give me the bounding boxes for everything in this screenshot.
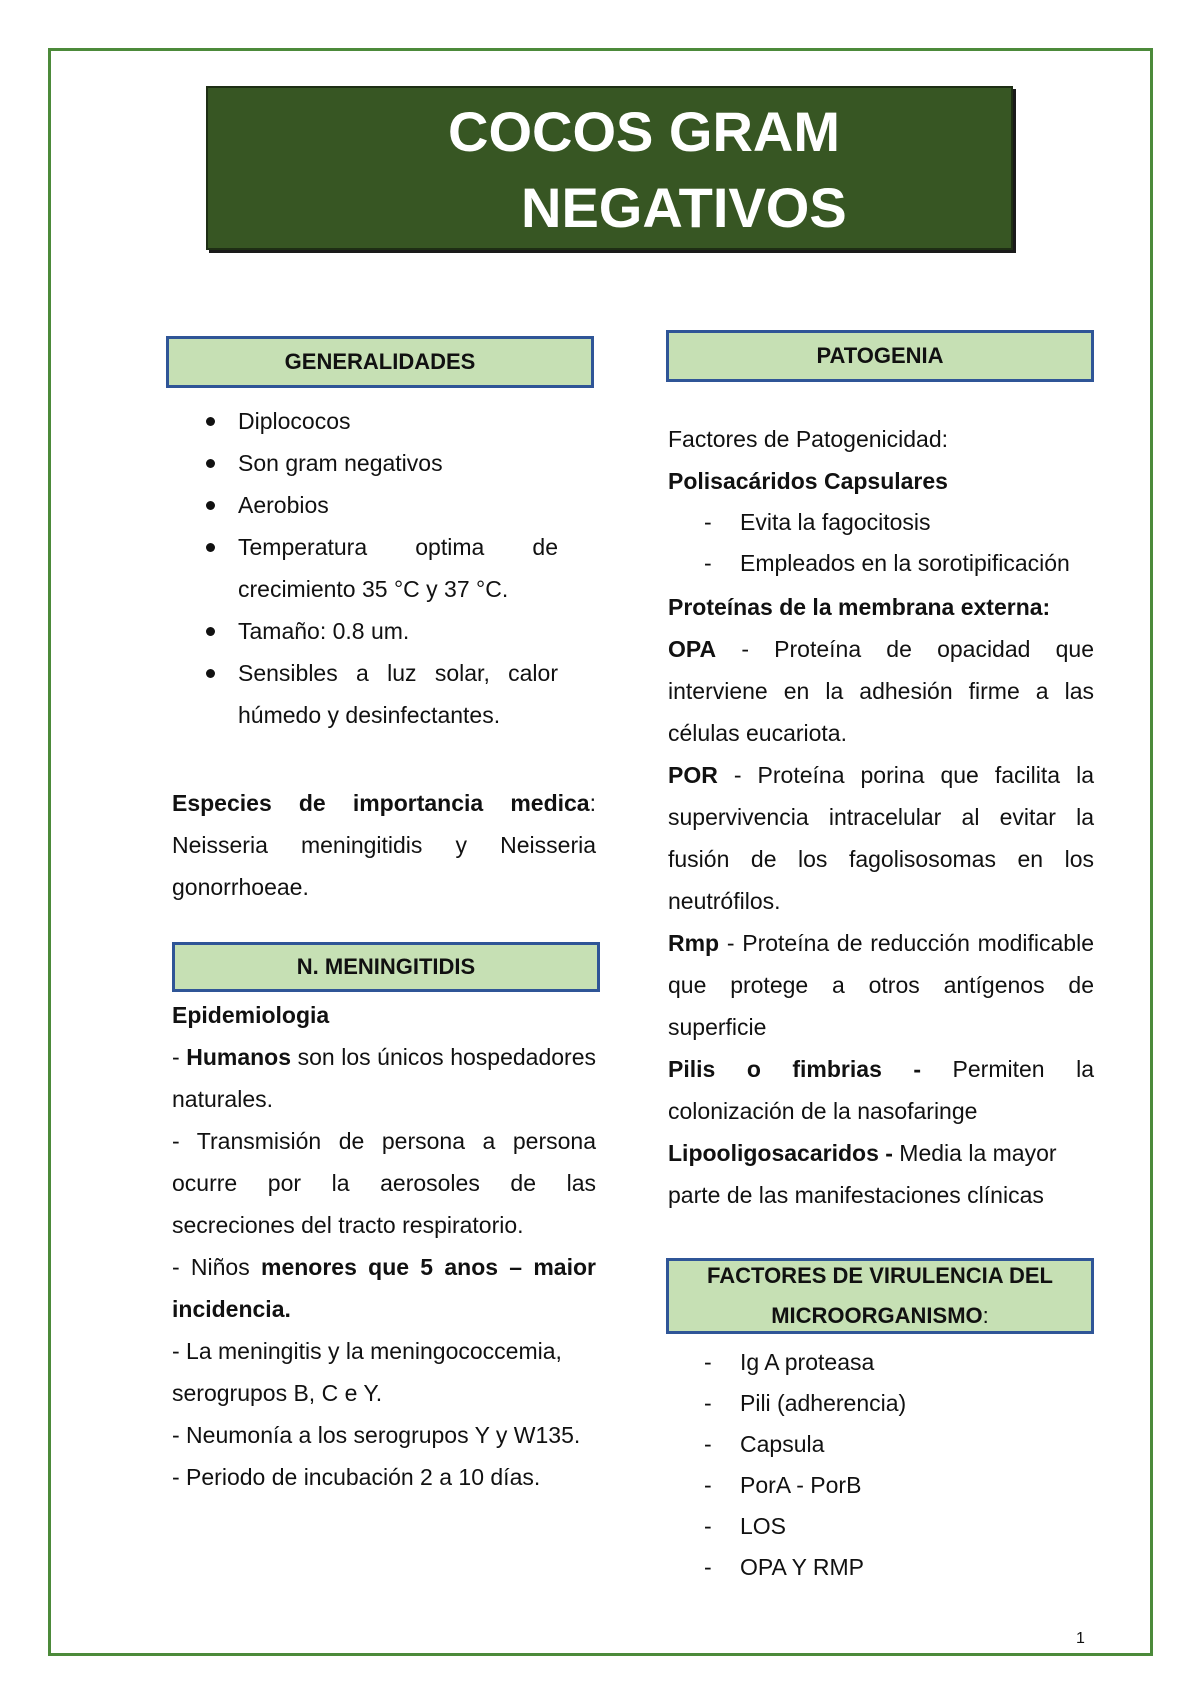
list-item-text: Son gram negativos (238, 450, 443, 476)
virulencia-header-line1: FACTORES DE VIRULENCIA DEL (707, 1263, 1053, 1288)
p1-rest: son los únicos hospedadores naturales. (172, 1044, 596, 1112)
list-item-text: Empleados en la sorotipificación (740, 550, 1070, 576)
bullet-icon (206, 669, 215, 678)
epidemiologia-p4: - La meningitis y la meningococcemia, serogrupos B, C e Y. (172, 1338, 562, 1406)
pilis-paragraph (668, 1048, 1094, 1132)
epidemiologia-p5: - Neumonía a los serogrupos Y y W135. (172, 1422, 581, 1448)
list-item (668, 1383, 1094, 1424)
title-line-1: COCOS GRAM (448, 100, 840, 163)
dash-icon: - (704, 1349, 712, 1375)
list-item (668, 502, 1094, 543)
virulencia-header-colon: : (982, 1303, 989, 1328)
bullet-icon (206, 459, 215, 468)
dash-icon: - (704, 509, 712, 535)
list-item (166, 442, 558, 484)
patogenia-intro: Factores de Patogenicidad: (668, 426, 949, 452)
por-paragraph (668, 754, 1094, 922)
generalidades-list (166, 400, 596, 736)
especies-text: Neisseria meningitidis y Neisseria gonorrhoeae. (172, 832, 596, 900)
p3-bold: menores que 5 anos – maior incidencia. (172, 1254, 596, 1322)
p1-bold: Humanos (186, 1044, 292, 1070)
list-item-text: Pili (adherencia) (740, 1390, 907, 1416)
bullet-icon (206, 501, 215, 510)
list-item (668, 1424, 1094, 1465)
epidemiologia-p2: - Transmisión de persona a persona ocurre por la aerosoles de las secreciones del tracto respiratorio. (172, 1128, 596, 1238)
virulencia-list (668, 1342, 1094, 1588)
dash-icon: - (704, 1554, 712, 1580)
dash: - (172, 1044, 187, 1070)
list-item (668, 1465, 1094, 1506)
dash-icon: - (704, 1390, 712, 1416)
list-item (668, 1506, 1094, 1547)
dash-icon: - (704, 550, 712, 576)
virulencia-header (666, 1258, 1094, 1334)
especies-colon: : (589, 790, 596, 816)
capsular-list (668, 502, 1094, 584)
list-item (166, 652, 558, 736)
list-item-text: LOS (740, 1513, 787, 1539)
list-item (166, 400, 558, 442)
lipo-paragraph (668, 1132, 1094, 1216)
virulencia-header-line2-text: MICROORGANISMO (771, 1303, 983, 1328)
capsular-title: Polisacáridos Capsulares (668, 468, 948, 494)
opa-paragraph (668, 628, 1094, 754)
virulencia-header-line2 (771, 1296, 989, 1336)
especies-paragraph (172, 782, 596, 908)
p3-normal: - Niños (172, 1254, 261, 1280)
list-item (668, 543, 1094, 584)
lipo-term: Lipooligosacaridos - (668, 1140, 893, 1166)
list-item-text: Aerobios (238, 492, 329, 518)
list-item-text: Ig A proteasa (740, 1349, 875, 1375)
epidemiologia-p1 (172, 1036, 596, 1120)
list-item (166, 610, 558, 652)
list-item (166, 526, 558, 610)
por-term: POR (668, 762, 718, 788)
list-item (668, 1547, 1094, 1588)
especies-label: Especies de importancia medica (172, 790, 590, 816)
patogenia-header: PATOGENIA (666, 330, 1094, 382)
title-line-2: NEGATIVOS (521, 176, 847, 239)
rmp-text: - Proteína de reducción modificable que protege a otros antígenos de superficie (668, 930, 1094, 1040)
meningitidis-header: N. MENINGITIDIS (172, 942, 600, 992)
dash-icon: - (704, 1513, 712, 1539)
rmp-paragraph (668, 922, 1094, 1048)
epidemiologia-title: Epidemiologia (172, 1002, 330, 1028)
list-item (166, 484, 558, 526)
list-item-text: Evita la fagocitosis (740, 509, 931, 535)
opa-text: - Proteína de opacidad que interviene en la adhesión firme a las células eucariota. (668, 636, 1094, 746)
dash-icon: - (704, 1472, 712, 1498)
list-item-text: PorA - PorB (740, 1472, 862, 1498)
list-item-text: Capsula (740, 1431, 825, 1457)
list-item-text: Temperatura optima de crecimiento 35 °C y 37 °C. (238, 534, 558, 602)
bullet-icon (206, 543, 215, 552)
generalidades-header: GENERALIDADES (166, 336, 594, 388)
list-item-text: Sensibles a luz solar, calor húmedo y desinfectantes. (238, 660, 558, 728)
pilis-term: Pilis o fimbrias - (668, 1056, 922, 1082)
epidemiologia-p6: - Periodo de incubación 2 a 10 días. (172, 1464, 541, 1490)
lipo-text: Media la mayor parte de las manifestaciones clínicas (668, 1140, 1057, 1208)
bullet-icon (206, 627, 215, 636)
title-banner (206, 86, 1013, 250)
pilis-text: Permiten la colonización de la nasofaringe (668, 1056, 1094, 1124)
list-item-text: OPA Y RMP (740, 1554, 864, 1580)
rmp-term: Rmp (668, 930, 720, 956)
membrana-title: Proteínas de la membrana externa: (668, 594, 1051, 620)
dash-icon: - (704, 1431, 712, 1457)
opa-term: OPA (668, 636, 717, 662)
list-item-text: Tamaño: 0.8 um. (238, 618, 410, 644)
epidemiologia-p3 (172, 1246, 596, 1330)
list-item (668, 1342, 1094, 1383)
bullet-icon (206, 417, 215, 426)
page-number: 1 (1076, 1630, 1085, 1647)
list-item-text: Diplococos (238, 408, 351, 434)
por-text: - Proteína porina que facilita la supervivencia intracelular al evitar la fusión de los fagolisosomas en los neutrófilos. (668, 762, 1094, 914)
